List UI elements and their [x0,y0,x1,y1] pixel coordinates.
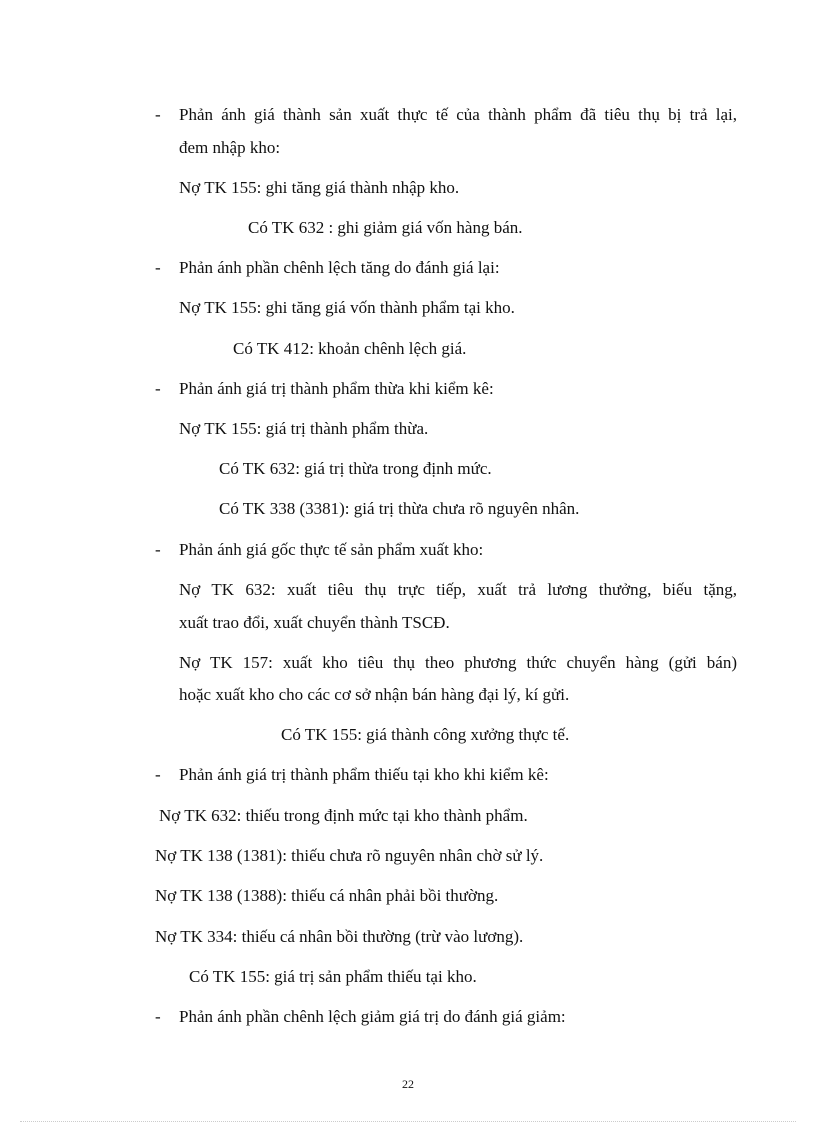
debit-entry: Nợ TK 155: giá trị thành phẩm thừa. [179,419,429,438]
bullet-text: Phản ánh giá trị thành phẩm thiếu tại kho khi kiểm kê: [179,765,549,784]
debit-entry: Nợ TK 155: ghi tăng giá thành nhập kho. [179,178,460,197]
bullet-text: Phản ánh giá gốc thực tế sản phẩm xuất kho: [179,540,484,559]
debit-entry: Nợ TK 157: xuất kho tiêu thụ theo phương thức chuyển hàng (gửi bán) [179,653,737,672]
debit-entry-continuation: hoặc xuất kho cho các cơ sở nhận bán hàng đại lý, kí gửi. [179,685,570,704]
credit-entry: Có TK 155: giá thành công xưởng thực tế. [281,725,570,744]
bullet-dash: - [155,258,161,277]
debit-entry: Nợ TK 155: ghi tăng giá vốn thành phẩm tại kho. [179,298,515,317]
bullet-text: Phản ánh giá thành sản xuất thực tế của thành phẩm đã tiêu thụ bị trả lại, [179,105,737,124]
footer-divider [20,1121,796,1122]
debit-entry: Nợ TK 138 (1388): thiếu cá nhân phải bồi thường. [155,886,499,905]
bullet-text: Phản ánh giá trị thành phẩm thừa khi kiểm kê: [179,379,494,398]
credit-entry: Có TK 632: giá trị thừa trong định mức. [219,459,492,478]
bullet-dash: - [155,540,161,559]
debit-entry: Nợ TK 138 (1381): thiếu chưa rõ nguyên nhân chờ sử lý. [155,846,544,865]
bullet-text-continuation: đem nhập kho: [179,138,281,157]
debit-entry: Nợ TK 334: thiếu cá nhân bồi thường (trừ vào lương). [155,927,524,946]
debit-entry: Nợ TK 632: thiếu trong định mức tại kho thành phẩm. [159,806,528,825]
debit-entry: Nợ TK 632: xuất tiêu thụ trực tiếp, xuất trả lương thưởng, biếu tặng, [179,580,737,599]
credit-entry: Có TK 632 : ghi giảm giá vốn hàng bán. [248,218,523,237]
bullet-dash: - [155,105,161,124]
debit-entry-continuation: xuất trao đổi, xuất chuyển thành TSCĐ. [179,613,450,632]
bullet-dash: - [155,765,161,784]
bullet-dash: - [155,1007,161,1026]
credit-entry: Có TK 155: giá trị sản phẩm thiếu tại kho. [189,967,477,986]
bullet-dash: - [155,379,161,398]
credit-entry: Có TK 338 (3381): giá trị thừa chưa rõ nguyên nhân. [219,499,580,518]
bullet-text: Phản ánh phần chênh lệch tăng do đánh giá lại: [179,258,500,277]
credit-entry: Có TK 412: khoản chênh lệch giá. [233,339,467,358]
page-number: 22 [402,1077,414,1091]
bullet-text: Phản ánh phần chênh lệch giảm giá trị do đánh giá giảm: [179,1007,566,1026]
